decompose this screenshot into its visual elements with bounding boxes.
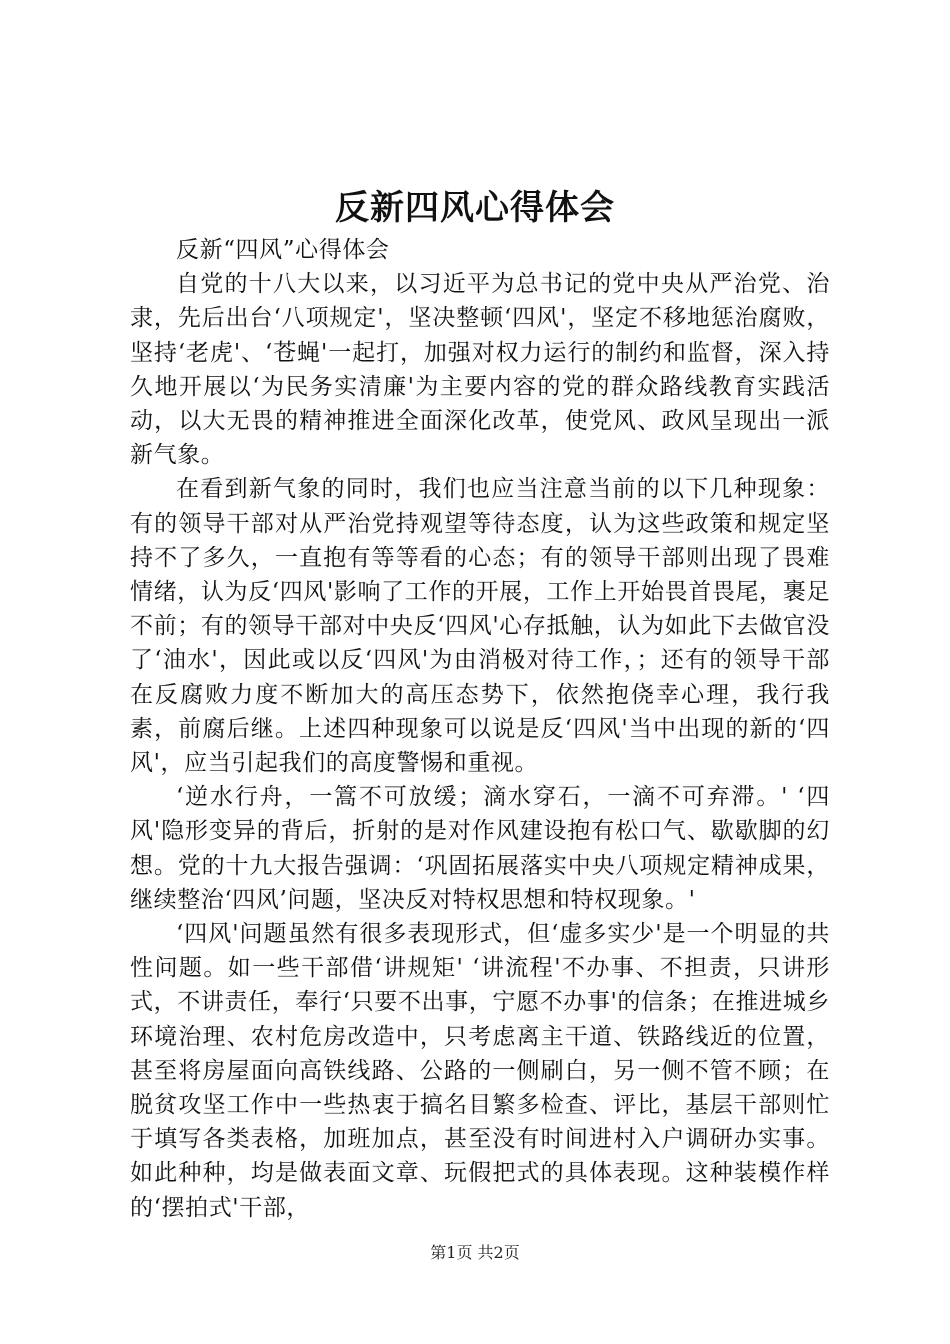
document-body bbox=[130, 233, 830, 1225]
paragraph: 在看到新气象的同时，我们也应当注意当前的以下几种现象：有的领导干部对从严治党持观望等待态度，认为这些政策和规定坚持不了多久，一直抱有等等看的心态；有的领导干部则出现了畏难情绪，认为反‘四风'影响了工作的开展，工作上开始畏首畏尾，裹足不前；有的领导干部对中央反‘四风'心存抵触，认为如此下去做官没了‘油水'，因此或以反‘四风'为由消极对待工作，；还有的领导干部在反腐败力度不断加大的高压态势下，依然抱侥幸心理，我行我素，前腐后继。上述四种现象可以说是反‘四风'当中出现的新的‘四风'，应当引起我们的高度警惕和重视。 bbox=[130, 476, 830, 777]
paragraph: ‘逆水行舟，一篙不可放缓；滴水穿石，一滴不可弃滞。' ‘四风'隐形变异的背后，折射的是对作风建设抱有松口气、歇歇脚的幻想。党的十九大报告强调：‘巩固拓展落实中央八项规定精神成果，继续整治‘四风’问题，坚决反对特权思想和特权现象。' bbox=[130, 784, 830, 913]
document-title: 反新四风心得体会 bbox=[335, 188, 615, 228]
paragraph: ‘四风'问题虽然有很多表现形式，但‘虚多实少'是一个明显的共性问题。如一些干部借‘讲规矩' ‘讲流程'不办事、不担责，只讲形式，不讲责任，奉行‘只要不出事，宁愿不办事'的信条；在推进城乡环境治理、农村危房改造中，只考虑离主干道、铁路线近的位置，甚至将房屋面向高铁线路、公路的一侧刷白，另一侧不管不顾；在脱贫攻坚工作中一些热衷于搞名目繁多检查、评比，基层干部则忙于填写各类表格，加班加点，甚至没有时间进村入户调研办实事。如此种种，均是做表面文章、玩假把式的具体表现。这种装模作样的‘摆拍式'干部， bbox=[130, 921, 830, 1221]
paragraph: 自党的十八大以来，以习近平为总书记的党中央从严治党、治隶，先后出台‘八项规定'，坚决整顿‘四风'，坚定不移地惩治腐败，坚持‘老虎'、‘苍蝇'一起打，加强对权力运行的制约和监督，深入持久地开展以‘为民务实清廉'为主要内容的党的群众路线教育实践活动，以大无畏的精神推进全面深化改革，使党风、政风呈现出一派新气象。 bbox=[130, 271, 830, 469]
page-number-footer: 第1页 共2页 bbox=[430, 1243, 520, 1262]
document-subtitle: 反新“四风”心得体会 bbox=[176, 237, 390, 263]
